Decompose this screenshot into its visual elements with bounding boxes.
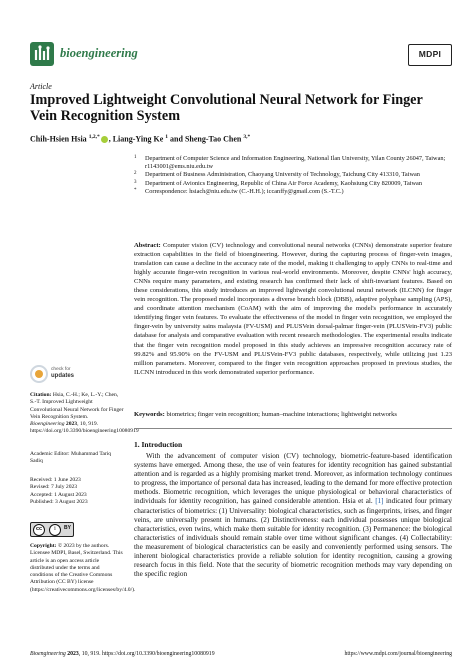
affiliation-mark: 3 <box>134 179 137 185</box>
intro-paragraph-a: With the advancement of computer vision (CV) technology, biometric-feature-based identification systems have emerged. Among these, the use of vein features for identity recognition has gained substantial attention and is regarded as a highly promising market trend. Moreover, as information technology continues to progress, the importance of personal data has increased, leading to the demand for more effective protection methods. Biometric recognition, which leverages the unique physiological or behavioral characteristics of individuals for identity recognition, has gained considerable attention. Hsia et al. <box>134 452 452 506</box>
date-accepted: Accepted: 1 August 2023 <box>30 491 87 498</box>
article-dates <box>30 477 124 506</box>
author-name[interactable]: Chih-Hsien Hsia <box>30 134 87 144</box>
affiliation-item <box>134 171 454 179</box>
author-name[interactable]: Sheng-Tao Chen <box>184 134 242 144</box>
academic-editor: Academic Editor: Muhammad Tariq Sadiq <box>30 451 112 465</box>
reference-link[interactable]: [1] <box>375 497 384 506</box>
abstract-text: Computer vision (CV) technology and convolutional neural networks (CNNs) demonstrate superior feature extraction capabilities in the field of bioengineering. However, during the capturing process of finger-vein images, translation can cause a decline in the accuracy rate of the model, making it challenging to apply CNNs to real-time and highly accurate finger-vein recognition in various real-world environments. Moreover, despite CNNs' high accuracy, CNNs require many parameters, and existing research has confirmed their lack of shift-invariant features. Based on these considerations, this study introduces an improved lightweight convolutional neural network (ILCNN) for finger vein recognition. The proposed model incorporates a diverse branch block (DBB), adaptive polyphase sampling (APS), and coordinate attention mechanism (CoAM) with the aim of improving the model's performance in accurately identifying finger vein features. To evaluate the effectiveness of the model in finger vein recognition, we employed the finger-vein by university sains malaysia (FV-USM) and PLUSVein dorsal-palmar finger-vein (PLUSVein-FV3) public database for analysis and comparative evaluation with recent research methodologies. The experimental results indicate that the finger vein recognition model proposed in this study achieves an impressive recognition accuracy rate of 99.82% and 95.90% on the FV-USM and PLUSVein-FV3 public databases, respectively, while utilizing just 1.23 million parameters. Moreover, compared to the finger vein recognition approaches proposed in previous studies, the ILCNN introduced in this work demonstrated superior performance. <box>134 242 452 376</box>
section-divider <box>134 428 452 429</box>
journal-name[interactable]: bioengineering <box>60 46 138 60</box>
author-affil-mark: 3,* <box>243 134 251 140</box>
check-updates-icon <box>30 365 48 383</box>
affiliation-item <box>134 188 454 196</box>
keywords-label: Keywords: <box>134 411 165 418</box>
citation-journal: Bioengineering <box>30 421 65 428</box>
journal-logo-icon <box>30 42 54 66</box>
date-published: Published: 3 August 2023 <box>30 498 88 505</box>
keywords <box>134 410 452 419</box>
footer-year: 2023 <box>67 651 79 657</box>
affiliation-mark: 1 <box>134 155 137 160</box>
check-for-updates-badge[interactable] <box>30 364 90 386</box>
footer-journal: Bioengineering <box>30 651 66 657</box>
footer-journal-url[interactable]: https://www.mdpi.com/journal/bioengineering <box>344 651 452 657</box>
footer-doi[interactable]: , 10, 919. https://doi.org/10.3390/bioengineering10080919 <box>78 651 215 657</box>
affiliation-text: Department of Business Administration, Chaoyang University of Technology, Taichung City 413310, Taiwan <box>145 171 420 179</box>
affiliation-item <box>134 180 454 188</box>
journal-header <box>30 38 452 72</box>
date-received: Received: 1 June 2023 <box>30 477 81 483</box>
citation-volume-doi[interactable]: , 10, 919. https://doi.org/10.3390/bioengineering10080919 <box>30 421 139 435</box>
footer-citation <box>30 651 215 657</box>
copyright-block <box>30 543 136 594</box>
citation-text: Hsia, C.-H.; Ke, L.-Y.; Chen, S.-T. Improved Lightweight Convolutional Neural Network for Finger Vein Recognition System. <box>30 392 124 420</box>
citation-year: 2023 <box>65 421 78 428</box>
cc-by-label: BY <box>64 525 71 531</box>
copyright-label: Copyright: <box>30 543 57 549</box>
article-title: Improved Lightweight Convolutional Neural Network for Finger Vein Recognition System <box>30 92 423 124</box>
affiliations <box>134 155 454 196</box>
author-affil-mark: 1 <box>165 134 169 140</box>
cc-license-badge[interactable] <box>30 522 74 537</box>
keywords-text: biometrics; finger vein recognition; human–machine interactions; lightweight networks <box>166 411 397 418</box>
copyright-text: © 2023 by the authors. Licensee MDPI, Basel, Switzerland. This article is an open access article distributed under the terms and conditions of the Creative Commons Attribution (CC BY) license (https://creativecommons.org/licenses/by/4.0/). <box>30 543 136 593</box>
check-updates-line1: check for <box>51 367 71 372</box>
citation-block <box>30 392 139 436</box>
citation-label: Citation: <box>30 392 52 398</box>
orcid-icon[interactable] <box>101 136 108 143</box>
publisher-logo[interactable] <box>408 44 452 66</box>
section-heading: 1. Introduction <box>134 440 183 449</box>
cc-icon: cc <box>33 524 45 536</box>
article-type: Article <box>30 82 52 91</box>
abstract <box>134 241 452 377</box>
affiliation-mark: * <box>134 187 137 193</box>
author-name[interactable]: Liang-Ying Ke <box>112 134 164 144</box>
abstract-label: Abstract: <box>134 242 161 249</box>
affiliation-mark: 2 <box>134 171 137 177</box>
check-updates-line2: updates <box>51 373 75 379</box>
affiliation-item <box>134 155 454 171</box>
intro-paragraph-b: indicated four primary characteristics of biometrics: (1) Universality: biological characteristics, such as fingerprints, irises, and finger veins, are universally present in humans. (2) Distinctiveness: each individual possesses unique biological characteristics, even twins, which make them suitable for identity recognition. (3) Permanence: the biological characteristics of individuals should remain stable over time without significant changes. (4) Collectability: the measurement of biological characteristics can be easily and conveniently performed using sensors. The inherent biological characteristics provide a reliable solution for identity recognition, causing a growing research focus in this field. Note that the security of biometric recognition methods may vary depending on the specific region <box>134 497 453 579</box>
author-affil-mark: 1,2,* <box>88 134 100 140</box>
introduction-text <box>134 452 452 579</box>
date-revised: Revised: 7 July 2023 <box>30 484 78 491</box>
author-list: Chih-Hsien Hsia $^{1,2,*}$ , Liang-Ying Ke $^1$ and Sheng-Tao Chen $^{3,*}$ <box>30 134 251 144</box>
correspondence-text: Correspondence: hsiach@niu.edu.tw (C.-H.H.); iccanffy@gmail.com (S.-T.C.) <box>145 187 344 195</box>
affiliation-text: Department of Computer Science and Information Engineering, National Ilan University, Yilan County 26047, Taiwan; r1143001@ems.niu.edu.tw <box>145 155 446 171</box>
publisher-logo-text: MDPI <box>418 49 442 59</box>
attribution-icon: i <box>49 524 61 536</box>
affiliation-text: Department of Avionics Engineering, Republic of China Air Force Academy, Kaohsiung City 820009, Taiwan <box>145 179 422 187</box>
check-updates-text <box>51 367 74 379</box>
